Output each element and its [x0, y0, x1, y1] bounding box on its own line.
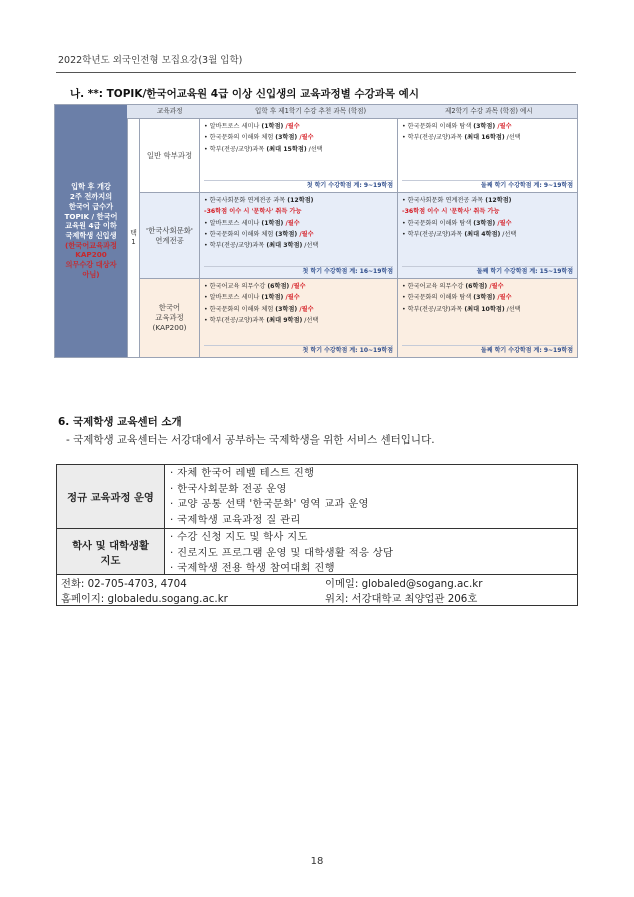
left-label-line: TOPIK / 한국어	[64, 211, 118, 221]
row2-label-line1: 학사 및 대학생활	[72, 539, 149, 552]
curriculum-table	[54, 104, 578, 358]
course-item: • 학부(전공/교양)과목 (최대 10학점) /선택	[402, 305, 521, 313]
info-line: · 수강 신청 지도 및 학사 지도	[170, 531, 308, 543]
left-label-line: 교육원 4급 이하	[65, 221, 117, 231]
track-name-line: '한국사회문화'	[146, 225, 193, 235]
track-name-line: 연계전공	[155, 235, 184, 245]
track-name-line: 한국어	[158, 303, 181, 313]
sem1-total: 첫 학기 수강학점 계: 9~19학점	[204, 180, 393, 190]
sem2-cell	[398, 193, 577, 278]
course-item: • 한국문화의 이해와 탐색 (3학점) /필수	[402, 294, 512, 302]
course-item: • 한국사회문화 연계전공 과목 (12학점)	[402, 197, 512, 204]
info-line: · 한국사회문화 전공 운영	[170, 482, 287, 495]
info-line: · 교양 공통 선택 '한국문화' 영역 교과 운영	[170, 498, 369, 510]
track-row	[140, 279, 577, 357]
curriculum-left-label	[55, 105, 127, 357]
page-header: 2022학년도 외국인전형 모집요강(3월 입학)	[58, 55, 243, 66]
contact-phone: 전화: 02-705-4703, 4704	[61, 578, 187, 590]
info-line: · 자체 한국어 레벨 테스트 진행	[170, 467, 315, 479]
left-label-line: 입학 후 개강	[71, 182, 111, 192]
course-item: • 한국문화의 이해와 탐색 (3학점) /필수	[402, 219, 512, 227]
info-row-contact	[57, 575, 577, 605]
course-item: • 한국문화의 이해와 탐색 (3학점) /필수	[402, 123, 512, 130]
row1-label-text: 정규 교육과정 운영	[67, 492, 154, 504]
section-6-title: 6. 국제학생 교육센터 소개	[58, 416, 182, 428]
header-divider	[56, 72, 576, 73]
course-item: • 한국사회문화 연계전공 과목 (12학점)	[204, 197, 314, 204]
track-row	[140, 119, 577, 193]
center-info-table	[56, 464, 578, 606]
contact-location: 위치: 서강대학교 최양업관 206호	[325, 593, 478, 605]
course-item: • 한국문화의 이해와 체험 (3학점) /필수	[204, 134, 314, 142]
sem1-cell	[200, 193, 398, 278]
contact-email[interactable]: 이메일: globaled@sogang.ac.kr	[325, 578, 483, 590]
info-content	[170, 530, 573, 577]
course-item: • 알바트로스 세미나 (1학점) /필수	[204, 294, 300, 302]
row2-label-line2: 지도	[100, 554, 121, 567]
course-item: • 학부(전공/교양)과목 (최대 16학점) /선택	[402, 134, 521, 142]
left-label-note-line: KAP200	[75, 250, 107, 260]
track-name-line: (KAP200)	[152, 322, 187, 332]
course-item: • 한국문화의 이해와 체험 (3학점) /필수	[204, 231, 314, 239]
course-item: • 한국문화의 이해와 체험 (3학점) /필수	[204, 305, 314, 313]
header-sem1: 입학 후 제1학기 수강 추천 과목 (학점)	[255, 107, 367, 115]
info-row-curriculum	[57, 465, 577, 529]
track-name	[140, 279, 200, 357]
course-item: • 학부(전공/교양)과목 (최대 4학점) /선택	[402, 231, 517, 239]
track-name-line: 교육과정	[155, 313, 184, 322]
left-label-line: 국제학생 신입생	[65, 231, 117, 240]
info-line: · 국제학생 교육과정 질 관리	[170, 513, 301, 526]
sem1-total: 첫 학기 수강학점 계: 16~19학점	[204, 266, 393, 276]
header-sem2: 제2학기 수강 과목 (학점) 예시	[445, 107, 533, 115]
info-label	[57, 529, 165, 574]
tag-char-2: 1	[131, 238, 136, 246]
info-row-academic	[57, 529, 577, 575]
sem1-cell	[200, 119, 398, 192]
info-line: · 진로지도 프로그램 운영 및 대학생활 적응 상담	[170, 546, 394, 559]
contact-homepage[interactable]: 홈페이지: globaledu.sogang.ac.kr	[61, 593, 228, 605]
info-label	[57, 465, 165, 528]
info-line: · 국제학생 전용 학생 참여대회 진행	[170, 562, 335, 574]
course-item: • 알바트로스 세미나 (1학점) /필수	[204, 123, 300, 130]
curriculum-header-row	[127, 105, 577, 119]
course-item: -36학점 이수 시 '문학사' 취득 가능	[402, 208, 500, 216]
course-item: • 학부(전공/교양)과목 (최대 3학점) /선택	[204, 242, 319, 250]
track-name	[140, 193, 200, 278]
sem2-cell	[398, 119, 577, 192]
sem2-total: 둘째 학기 수강학점 계: 9~19학점	[402, 345, 573, 355]
course-item: • 학부(전공/교양)과목 (최대 9학점) /선택	[204, 317, 319, 325]
sem1-cell	[200, 279, 398, 357]
info-content	[170, 466, 573, 528]
left-label-line: 한국어 급수가	[68, 201, 114, 211]
course-item: • 한국어교육 의무수강 (6학점) /필수	[204, 283, 306, 290]
track-row	[140, 193, 577, 279]
choose-one-tag	[127, 119, 140, 357]
track-name-line: 일반 학부과정	[146, 150, 193, 160]
sem2-total: 둘째 학기 수강학점 계: 15~19학점	[402, 266, 573, 276]
header-track: 교육과정	[157, 107, 183, 115]
course-item: -36학점 이수 시 '문학사' 취득 가능	[204, 208, 302, 216]
left-label-line: 2주 전까지의	[69, 192, 113, 202]
course-item: • 알바트로스 세미나 (1학점) /필수	[204, 219, 300, 227]
tag-char-1: 택	[130, 228, 137, 237]
course-item: • 한국어교육 의무수강 (6학점) /필수	[402, 283, 504, 290]
left-label-note-line: 아님)	[82, 269, 100, 279]
course-item: • 학부(전공/교양)과목 (최대 15학점) /선택	[204, 145, 323, 153]
sem2-cell	[398, 279, 577, 357]
section-na-title: 나. **: TOPIK/한국어교육원 4급 이상 신입생의 교육과정별 수강과목 예시	[70, 88, 419, 100]
sem2-total: 둘째 학기 수강학점 계: 9~19학점	[402, 180, 573, 190]
left-label-note-line: (한국어교육과정	[65, 240, 117, 250]
section-6-description: - 국제학생 교육센터는 서강대에서 공부하는 국제학생을 위한 서비스 센터입니다.	[66, 434, 435, 446]
track-name	[140, 119, 200, 192]
page-number: 18	[310, 856, 324, 867]
sem1-total: 첫 학기 수강학점 계: 10~19학점	[204, 345, 393, 355]
left-label-note-line: 의무수강 대상자	[65, 260, 117, 270]
